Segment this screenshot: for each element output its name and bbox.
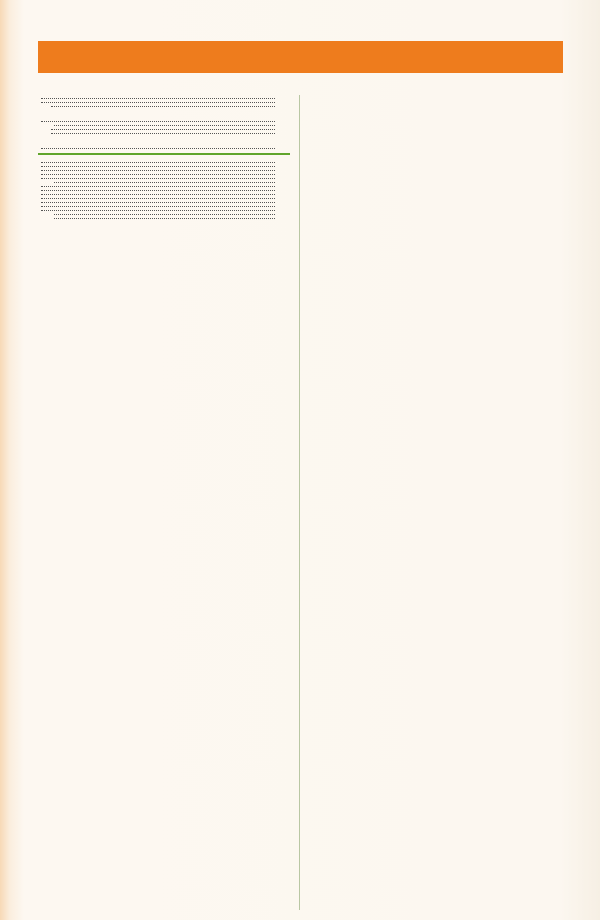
toc-column-left: [38, 98, 290, 233]
toc-group: [38, 98, 290, 110]
dot-leader: [41, 170, 275, 171]
dot-leader: [41, 210, 275, 211]
dot-leader: [41, 98, 275, 99]
dot-leader: [41, 121, 275, 122]
dot-leader: [51, 129, 275, 130]
spacer: [38, 155, 290, 162]
dot-leader: [51, 133, 275, 134]
dot-leader: [54, 125, 275, 126]
toc-entry-continuation: [38, 218, 290, 222]
bleed-through-text-right: [318, 96, 558, 906]
dot-leader: [54, 218, 275, 219]
dot-leader: [41, 202, 275, 203]
toc-entry: [38, 106, 290, 110]
dot-leader: [41, 206, 275, 207]
toc-group: [38, 148, 290, 222]
dot-leader: [41, 178, 275, 179]
section-heading: [38, 148, 290, 152]
column-divider: [299, 95, 300, 910]
dot-leader: [41, 190, 275, 191]
dot-leader: [41, 166, 275, 167]
dot-leader: [41, 194, 275, 195]
dot-leader: [41, 186, 275, 187]
dot-leader: [41, 148, 275, 149]
contents-banner: [38, 41, 563, 73]
dot-leader: [41, 162, 275, 163]
dot-leader: [54, 214, 275, 215]
dot-leader: [41, 174, 275, 175]
toc-entry: [38, 133, 290, 137]
dot-leader: [51, 106, 275, 107]
dot-leader: [54, 182, 275, 183]
dot-leader: [41, 198, 275, 199]
dot-leader: [41, 102, 275, 103]
toc-group: [38, 121, 290, 137]
